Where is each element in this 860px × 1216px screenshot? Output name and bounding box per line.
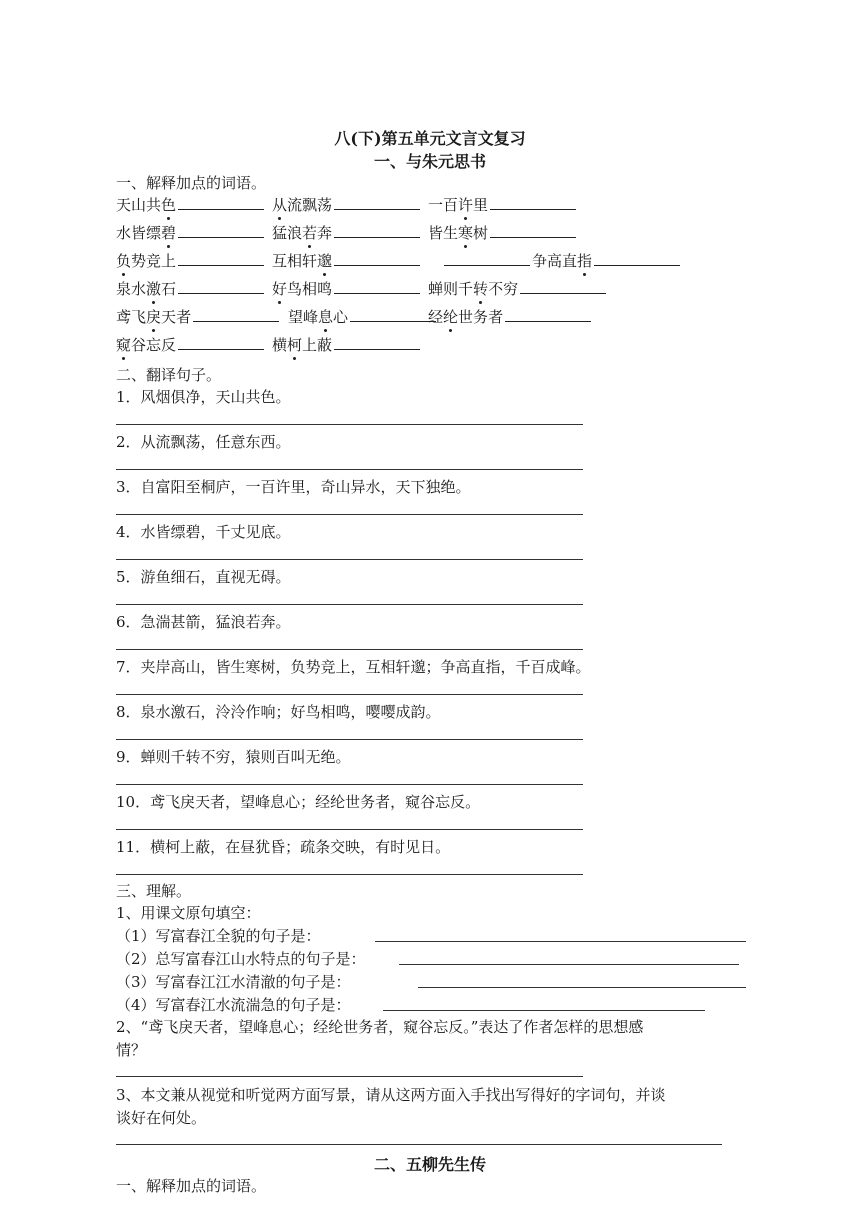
answer-line[interactable] bbox=[116, 424, 583, 425]
translation-sentence: 9．蝉则千转不穷，猿则百叫无绝。 bbox=[116, 748, 351, 766]
vocab-item bbox=[272, 221, 420, 243]
q3-line-2: 谈好在何处。 bbox=[116, 1109, 207, 1127]
vocab-item bbox=[116, 305, 279, 327]
translation-sentence: 5．游鱼细石，直视无碍。 bbox=[116, 568, 291, 586]
answer-blank-q1-2[interactable] bbox=[399, 964, 739, 965]
vocab-item bbox=[288, 305, 436, 327]
q1-heading: 1、用课文原句填空： bbox=[116, 904, 261, 922]
vocab-item bbox=[116, 221, 264, 243]
answer-blank-q1-4[interactable] bbox=[383, 1010, 705, 1011]
vocab-item bbox=[272, 333, 420, 355]
answer-line[interactable] bbox=[116, 514, 583, 515]
vocab-phrase: 泉水激石 bbox=[116, 280, 177, 298]
answer-line[interactable] bbox=[116, 874, 583, 875]
answer-blank[interactable] bbox=[334, 277, 420, 294]
translation-sentence: 4．水皆缥碧，千丈见底。 bbox=[116, 523, 291, 541]
q3-line-1: 3、本文兼从视觉和听觉两方面写景，请从这两方面入手找出写得好的字词句，并谈 bbox=[116, 1086, 666, 1104]
answer-line[interactable] bbox=[116, 469, 583, 470]
translation-sentence: 2．从流飘荡，任意东西。 bbox=[116, 433, 291, 451]
vocab-item bbox=[444, 249, 680, 271]
vocab-phrase: 一百许里 bbox=[428, 196, 489, 214]
answer-blank[interactable] bbox=[178, 193, 264, 210]
answer-line[interactable] bbox=[116, 559, 583, 560]
answer-blank[interactable] bbox=[334, 333, 420, 350]
answer-blank[interactable] bbox=[178, 333, 264, 350]
q1-item-2: （2）总写富春江山水特点的句子是： bbox=[116, 950, 366, 968]
answer-line[interactable] bbox=[116, 694, 583, 695]
vocab-phrase: 天山共色 bbox=[116, 196, 177, 214]
vocab-item bbox=[428, 193, 576, 215]
vocab-item bbox=[428, 221, 576, 243]
vocab-phrase: 猛浪若奔 bbox=[272, 224, 333, 242]
q2-line-2: 情？ bbox=[116, 1041, 147, 1059]
vocab-phrase: 望峰息心 bbox=[288, 308, 349, 326]
answer-line[interactable] bbox=[116, 829, 583, 830]
answer-line[interactable] bbox=[116, 604, 583, 605]
part3-heading: 三、理解。 bbox=[116, 882, 192, 900]
answer-blank[interactable] bbox=[444, 249, 530, 266]
answer-line-q2[interactable] bbox=[116, 1076, 583, 1077]
answer-blank[interactable] bbox=[350, 305, 436, 322]
vocab-item bbox=[272, 193, 420, 215]
vocab-item bbox=[116, 193, 264, 215]
answer-blank-q1-1[interactable] bbox=[375, 941, 746, 942]
section-title-2: 二、五柳先生传 bbox=[373, 1155, 486, 1174]
translation-sentence: 11．横柯上蔽，在昼犹昏；疏条交映，有时见日。 bbox=[116, 838, 451, 856]
translation-sentence: 3．自富阳至桐庐，一百许里，奇山异水，天下独绝。 bbox=[116, 478, 471, 496]
q1-item-4: （4）写富春江水流湍急的句子是： bbox=[116, 996, 351, 1014]
answer-blank[interactable] bbox=[505, 305, 591, 322]
vocab-phrase: 互相轩邈 bbox=[272, 252, 333, 270]
translation-sentence: 6．急湍甚箭，猛浪若奔。 bbox=[116, 613, 291, 631]
answer-blank[interactable] bbox=[334, 221, 420, 238]
answer-blank[interactable] bbox=[594, 249, 680, 266]
vocab-item bbox=[428, 277, 606, 299]
part2-heading: 二、翻译句子。 bbox=[116, 366, 222, 384]
vocab-item bbox=[116, 249, 264, 271]
q1-item-1: （1）写富春江全貌的句子是： bbox=[116, 927, 321, 945]
vocab-item bbox=[116, 333, 264, 355]
vocab-phrase: 横柯上蔽 bbox=[272, 336, 333, 354]
vocab-phrase: 窥谷忘反 bbox=[116, 336, 177, 354]
translation-sentence: 8．泉水激石，泠泠作响；好鸟相鸣，嘤嘤成韵。 bbox=[116, 703, 441, 721]
section-title-1: 一、与朱元思书 bbox=[373, 152, 486, 171]
answer-blank[interactable] bbox=[520, 277, 606, 294]
vocab-phrase: 经纶世务者 bbox=[428, 308, 504, 326]
answer-blank[interactable] bbox=[193, 305, 279, 322]
answer-blank-q1-3[interactable] bbox=[418, 987, 746, 988]
vocab-phrase: 好鸟相鸣 bbox=[272, 280, 333, 298]
part1-heading: 一、解释加点的词语。 bbox=[116, 174, 267, 192]
document-title: 八(下)第五单元文言文复习 bbox=[334, 129, 526, 148]
answer-blank[interactable] bbox=[490, 193, 576, 210]
vocab-item bbox=[428, 305, 591, 327]
vocab-item bbox=[272, 277, 420, 299]
answer-line[interactable] bbox=[116, 739, 583, 740]
answer-blank[interactable] bbox=[334, 249, 420, 266]
answer-blank[interactable] bbox=[178, 277, 264, 294]
vocab-phrase: 争高直指 bbox=[532, 252, 593, 270]
q1-item-3: （3）写富春江江水清澈的句子是： bbox=[116, 973, 351, 991]
translation-sentence: 10．鸢飞戾天者，望峰息心；经纶世务者，窥谷忘反。 bbox=[116, 793, 481, 811]
answer-line[interactable] bbox=[116, 649, 583, 650]
answer-blank[interactable] bbox=[334, 193, 420, 210]
answer-blank[interactable] bbox=[178, 249, 264, 266]
translation-sentence: 1．风烟俱净，天山共色。 bbox=[116, 388, 291, 406]
vocab-item bbox=[116, 277, 264, 299]
answer-blank[interactable] bbox=[178, 221, 264, 238]
answer-blank[interactable] bbox=[490, 221, 576, 238]
vocab-phrase: 蝉则千转不穷 bbox=[428, 280, 519, 298]
vocab-phrase: 鸢飞戾天者 bbox=[116, 308, 192, 326]
translation-sentence: 7．夹岸高山，皆生寒树，负势竞上，互相轩邈；争高直指，千百成峰。 bbox=[116, 658, 591, 676]
q2-line-1: 2、“鸢飞戾天者，望峰息心；经纶世务者，窥谷忘反。”表达了作者怎样的思想感 bbox=[116, 1018, 644, 1036]
answer-line-q3[interactable] bbox=[116, 1144, 722, 1145]
vocab-phrase: 水皆缥碧 bbox=[116, 224, 177, 242]
vocab-item bbox=[272, 249, 420, 271]
vocab-phrase: 从流飘荡 bbox=[272, 196, 333, 214]
answer-line[interactable] bbox=[116, 784, 583, 785]
vocab-phrase: 皆生寒树 bbox=[428, 224, 489, 242]
section2-part1-heading: 一、解释加点的词语。 bbox=[116, 1177, 267, 1195]
vocab-phrase: 负势竞上 bbox=[116, 252, 177, 270]
